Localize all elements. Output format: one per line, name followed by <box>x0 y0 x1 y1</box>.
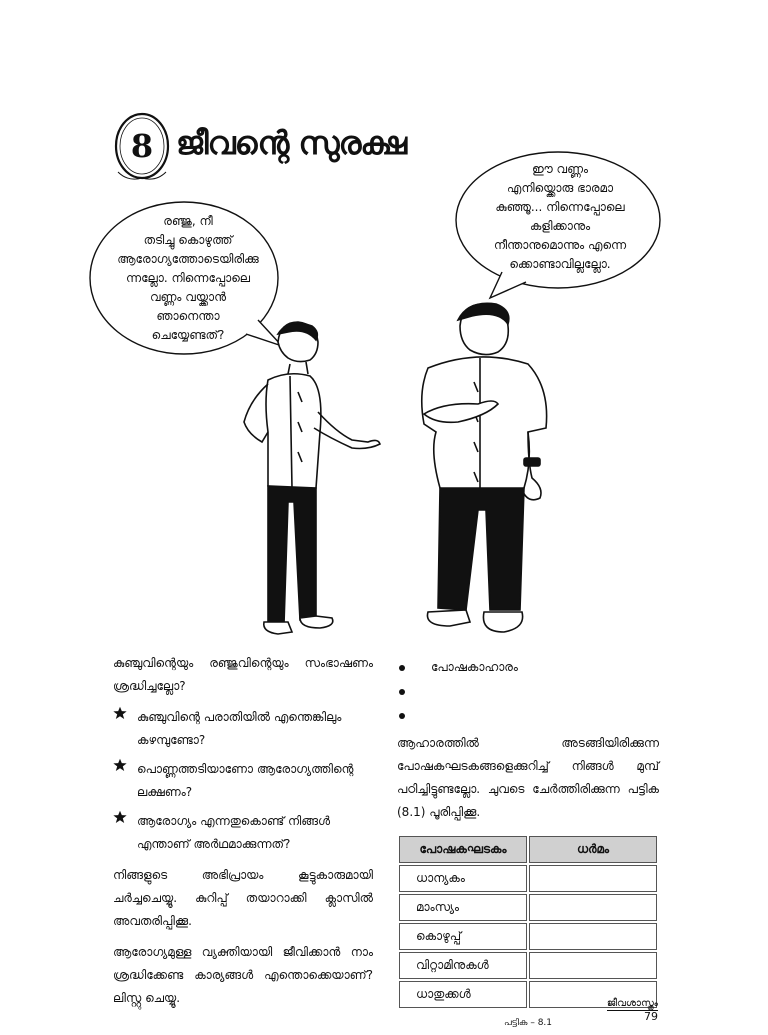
table-header-row <box>399 836 657 863</box>
bubble-line: ചെയ്യേണ്ടത്? <box>151 328 225 342</box>
list-task-paragraph: ആരോഗ്യമുള്ള വ്യക്തിയായി ജീവിക്കാൻ നാം ശ്രദ്ധിക്കേണ്ട കാര്യങ്ങൾ എന്തൊക്കെയാണ്? ലിസ്റ്റു ചെയ്യൂ. <box>113 945 373 1005</box>
chapter-title: ജീവന്റെ സുരക്ഷ <box>176 124 407 162</box>
chapter-number: 8 <box>130 127 154 165</box>
bullet-item <box>397 680 659 704</box>
column-header-function: ധർമം <box>529 836 657 863</box>
table-row <box>399 894 657 921</box>
function-cell <box>529 923 657 950</box>
table-row <box>399 923 657 950</box>
question-item <box>113 706 373 752</box>
star-icon <box>113 810 127 824</box>
column-header-nutrient: പോഷകഘടകം <box>399 836 527 863</box>
bubble-line: ഞാനെന്താ <box>156 309 220 323</box>
nutrient-cell: മാംസ്യം <box>399 894 527 921</box>
page-number: 79 <box>644 1010 658 1023</box>
bubble-line: നീന്താനുമൊന്നും എന്നെ <box>493 238 627 252</box>
bubble-line: വണ്ണം വയ്ക്കാൻ <box>149 290 227 304</box>
function-cell <box>529 865 657 892</box>
thin-boy-figure <box>244 322 380 634</box>
bubble-line: കുഞ്ഞൂ... നിന്നെപ്പോലെ <box>495 200 625 214</box>
left-column <box>113 652 373 1018</box>
nutrient-cell: ധാന്യകം <box>399 865 527 892</box>
bullet-item <box>397 656 659 680</box>
bubble-line: എനിയ്ക്കൊരു ഭാരമാ <box>506 181 614 195</box>
question-item <box>113 758 373 804</box>
bubble-line: ആരോഗ്യത്തോടെയിരിക്കു <box>117 252 259 266</box>
nutrient-table <box>397 834 659 1010</box>
function-cell <box>529 952 657 979</box>
right-column <box>397 656 659 1035</box>
star-icon <box>113 758 127 772</box>
bubble-line: തടിച്ചു കൊഴുത്ത് <box>143 233 233 247</box>
bullet-dot-icon <box>399 689 405 695</box>
question-text: പൊണ്ണത്തടിയാണോ ആരോഗ്യത്തിന്റെ ലക്ഷണം? <box>137 762 354 799</box>
bubble-line: ന്നല്ലോ. നിന്നെപ്പോലെ <box>125 271 251 285</box>
nutrient-cell: വിറ്റാമിനുകൾ <box>399 952 527 979</box>
bullet-list <box>397 656 659 728</box>
bullet-dot-icon <box>399 665 405 671</box>
question-text: ആരോഗ്യം എന്നതുകൊണ്ട് നിങ്ങൾ എന്താണ് അർഥമാക്കുന്നത്? <box>137 814 331 851</box>
bullet-item <box>397 704 659 728</box>
stout-boy-figure <box>422 303 547 632</box>
nutrient-cell: ധാതുക്കൾ <box>399 981 527 1008</box>
footer-book-title: ജീവശാസ്ത്രം <box>606 998 658 1009</box>
bullet-text: പോഷകാഹാരം <box>431 660 518 674</box>
bubble-line: കളിക്കാനും <box>529 219 591 233</box>
question-list <box>113 706 373 856</box>
intro-paragraph: കുഞ്ചുവിന്റെയും രഞ്ജുവിന്റെയും സംഭാഷണം ശ്രദ്ധിച്ചല്ലോ? <box>113 656 373 693</box>
table-row <box>399 865 657 892</box>
table-row <box>399 952 657 979</box>
bubble-line: ക്കൊണ്ടാവില്ലല്ലോ. <box>509 257 611 271</box>
nutrient-cell: കൊഴുപ്പ് <box>399 923 527 950</box>
question-item <box>113 810 373 856</box>
bullet-dot-icon <box>399 713 405 719</box>
bubble-right-text <box>470 160 650 274</box>
function-cell <box>529 894 657 921</box>
star-icon <box>113 706 127 720</box>
table-caption: പട്ടിക – 8.1 <box>503 1018 553 1028</box>
table-intro-paragraph: ആഹാരത്തിൽ അടങ്ങിയിരിക്കുന്ന പോഷകഘടകങ്ങളെക്കുറിച്ച് നിങ്ങൾ മുമ്പ് പഠിച്ചിട്ടുണ്ടല്ലോ. ചുവടെ ചേർത്തിരിക്കുന്ന പട്ടിക (8.1) പൂരിപ്പിക്കൂ. <box>397 736 659 819</box>
question-text: കുഞ്ചുവിന്റെ പരാതിയിൽ എന്തെങ്കിലും കഴമ്പുണ്ടോ? <box>137 710 342 747</box>
bubble-line: ഈ വണ്ണം <box>531 162 589 176</box>
chapter-number-badge <box>112 112 172 184</box>
two-boys-illustration <box>228 292 568 644</box>
discussion-paragraph: നിങ്ങളുടെ അഭിപ്രായം കൂട്ടുകാരുമായി ചർച്ചചെയ്യൂ. കുറിപ്പ് തയാറാക്കി ക്ലാസിൽ അവതരിപ്പിക്കൂ. <box>113 868 373 928</box>
bubble-line: രഞ്ജു, നീ <box>163 214 213 228</box>
